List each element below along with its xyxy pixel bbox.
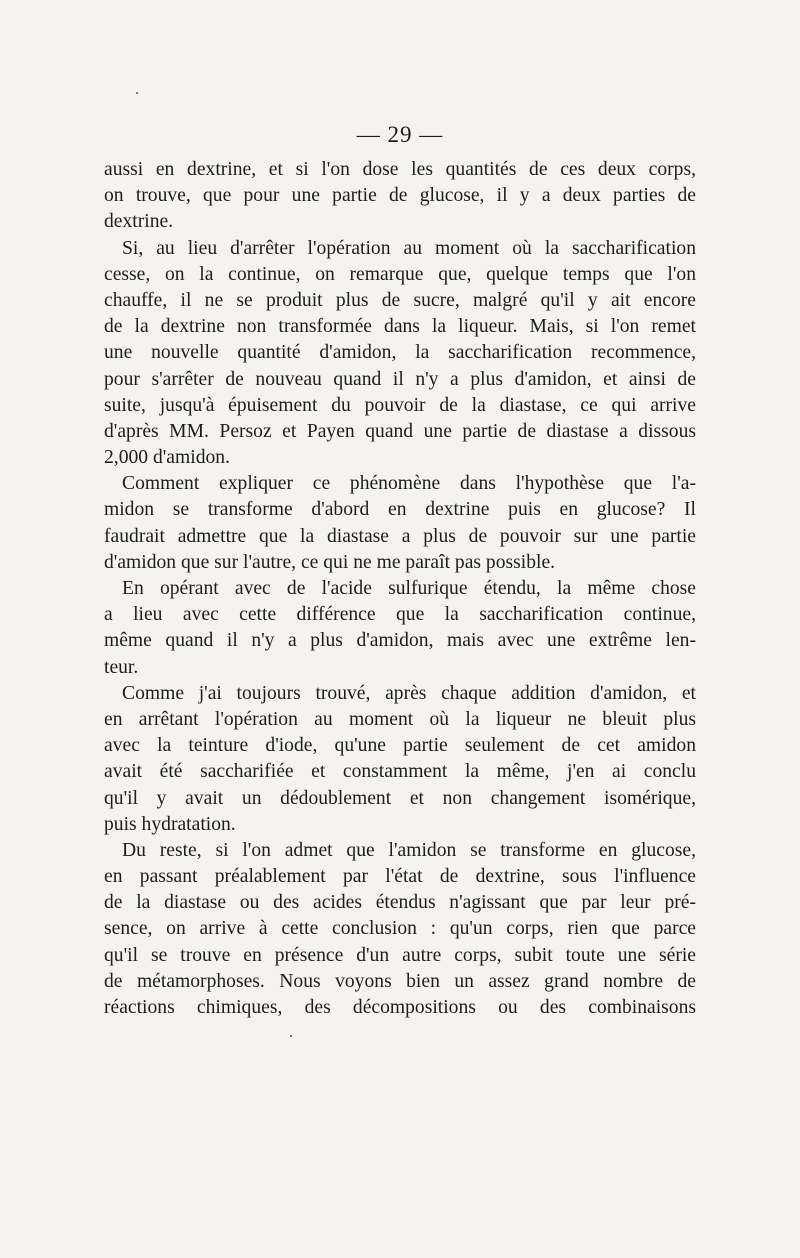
text-line: chauffe, il ne se produit plus de sucre, malgré qu'il y ait encore: [104, 289, 696, 311]
text-line: en passant préalablement par l'état de dextrine, sous l'influence: [104, 866, 696, 888]
text-line: en arrêtant l'opération au moment où la liqueur ne bleuit plus: [104, 708, 696, 730]
page-number-header: — 29 —: [356, 122, 444, 147]
text-line: En opérant avec de l'acide sulfurique étendu, la même chose: [122, 578, 696, 599]
text-line: Comment expliquer ce phénomène dans l'hypothèse que l'a-: [122, 473, 696, 495]
text-line: Comme j'ai toujours trouvé, après chaque addition d'amidon, et: [122, 682, 696, 704]
text-line: sence, on arrive à cette conclusion : qu'un corps, rien que parce: [104, 918, 696, 940]
text-line: pour s'arrêter de nouveau quand il n'y a plus d'amidon, et ainsi de: [104, 368, 696, 390]
text-line: puis hydratation.: [104, 813, 236, 835]
text-line: faudrait admettre que la diastase a plus de pouvoir sur une partie: [104, 525, 696, 547]
text-line: aussi en dextrine, et si l'on dose les quantités de ces deux corps,: [104, 159, 696, 180]
text-line: suite, jusqu'à épuisement du pouvoir de la diastase, ce qui arrive: [104, 394, 696, 416]
paragraph: [104, 471, 696, 576]
text-line: on trouve, que pour une partie de glucose, il y a deux parties de: [104, 185, 696, 207]
text-line: de métamorphoses. Nous voyons bien un assez grand nombre de: [104, 970, 696, 992]
text-line: même quand il n'y a plus d'amidon, mais avec une extrême len-: [104, 630, 696, 652]
text-line: midon se transforme d'abord en dextrine puis en glucose? Il: [104, 499, 696, 521]
text-line: dextrine.: [104, 211, 174, 233]
text-line: de la dextrine non transformée dans la liqueur. Mais, si l'on remet: [104, 316, 696, 338]
text-line: qu'il y avait un dédoublement et non changement isomérique,: [104, 787, 696, 809]
paragraph: [104, 838, 696, 1021]
text-line: réactions chimiques, des décompositions ou des combinaisons: [104, 997, 696, 1018]
text-line: 2,000 d'amidon.: [104, 447, 230, 469]
paragraph: [104, 236, 696, 472]
text-line: Du reste, si l'on admet que l'amidon se transforme en glucose,: [122, 839, 696, 861]
paragraph: [104, 157, 696, 236]
ink-speck: [290, 1035, 292, 1037]
text-line: de la diastase ou des acides étendus n'agissant que par leur pré-: [104, 892, 696, 914]
paragraph: [104, 576, 696, 681]
text-line: avait été saccharifiée et constamment la même, j'en ai conclu: [104, 761, 696, 783]
text-line: d'après MM. Persoz et Payen quand une partie de diastase a dissous: [104, 420, 696, 442]
text-line: teur.: [104, 656, 139, 678]
text-line: a lieu avec cette différence que la saccharification continue,: [104, 604, 696, 626]
ink-speck: [136, 92, 138, 94]
text-line: Si, au lieu d'arrêter l'opération au moment où la saccharification: [122, 237, 696, 259]
text-line: cesse, on la continue, on remarque que, quelque temps que l'on: [104, 263, 696, 285]
text-line: qu'il se trouve en présence d'un autre corps, subit toute une série: [104, 944, 696, 966]
paragraph: [104, 681, 696, 838]
body-text: [104, 157, 696, 1021]
text-line: une nouvelle quantité d'amidon, la saccharification recommence,: [104, 342, 696, 364]
text-line: avec la teinture d'iode, qu'une partie seulement de cet amidon: [104, 735, 696, 757]
text-line: d'amidon que sur l'autre, ce qui ne me paraît pas possible.: [104, 551, 556, 573]
